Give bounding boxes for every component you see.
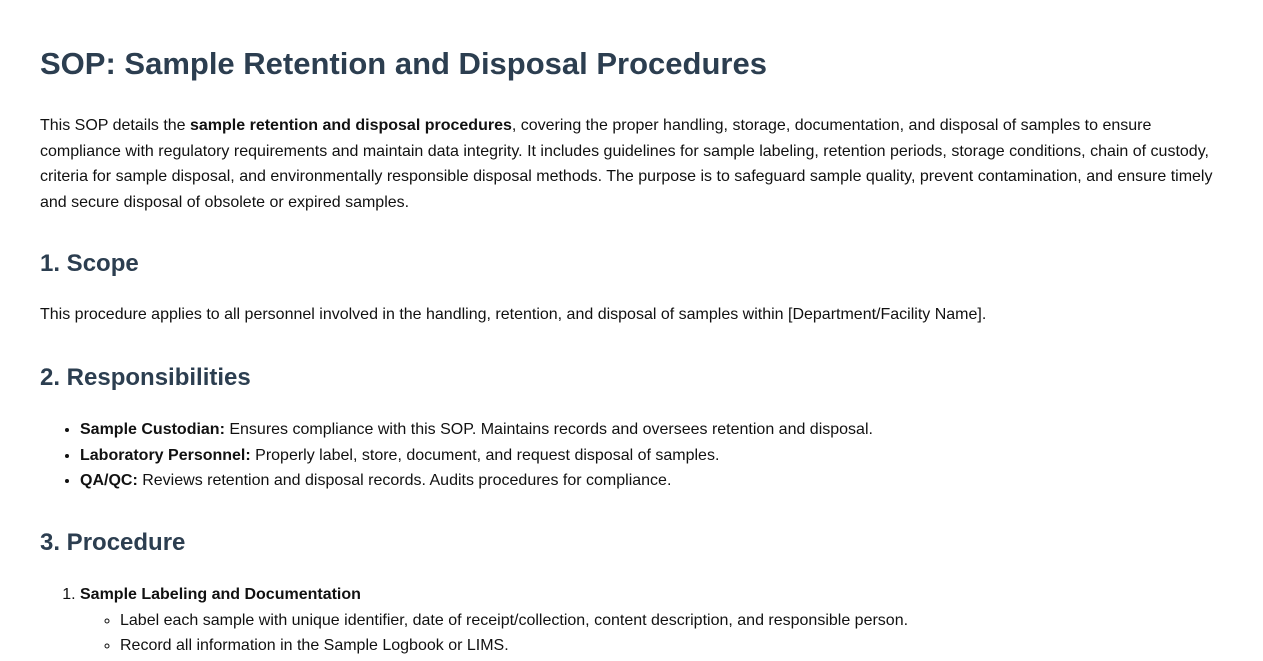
- procedure-heading: 3. Procedure: [40, 529, 186, 556]
- responsibilities-list: [40, 417, 873, 494]
- page-title: SOP: Sample Retention and Disposal Procedures: [40, 46, 767, 81]
- intro-bold: sample retention and disposal procedures: [190, 117, 512, 134]
- role-description: Reviews retention and disposal records. Audits procedures for compliance.: [137, 472, 672, 489]
- role-label: QA/QC:: [80, 472, 138, 489]
- list-item: [80, 443, 873, 469]
- intro-prefix: This SOP details the: [40, 117, 190, 134]
- role-description: Properly label, store, document, and request disposal of samples.: [250, 446, 720, 464]
- scope-text: This procedure applies to all personnel involved in the handling, retention, and disposal of samples within [Department/Facility Name].: [40, 306, 987, 323]
- role-label: Sample Custodian:: [80, 421, 225, 438]
- list-item: [80, 468, 873, 494]
- list-item: ◦ Record all information in the Sample Logbook or LIMS.: [120, 633, 908, 659]
- intro-suffix: , covering the proper handling, storage, documentation, and disposal of samples to ensure compliance with regulatory requirements and maintain data integrity. It includes guidelines for sample labeling, retention periods, storage conditions, chain of custody, criteria for sample disposal, and environmentally responsible disposal methods. The purpose is to safeguard sample quality, prevent contamination, and ensure timely and secure disposal of obsolete or expired samples.: [40, 117, 1213, 211]
- procedure-list: [40, 582, 908, 659]
- list-item: [80, 417, 873, 443]
- list-item: ◦ Label each sample with unique identifier, date of receipt/collection, content description, and responsible person.: [120, 608, 908, 634]
- procedure-step: [80, 582, 908, 659]
- responsibilities-heading: 2. Responsibilities: [40, 364, 251, 391]
- procedure-step-title: Sample Labeling and Documentation: [80, 586, 361, 603]
- intro-paragraph: [40, 113, 1225, 215]
- scope-heading: 1. Scope: [40, 250, 139, 277]
- procedure-substeps: [80, 608, 908, 659]
- role-description: Ensures compliance with this SOP. Maintains records and oversees retention and disposal.: [224, 421, 873, 438]
- role-label: Laboratory Personnel:: [80, 446, 251, 464]
